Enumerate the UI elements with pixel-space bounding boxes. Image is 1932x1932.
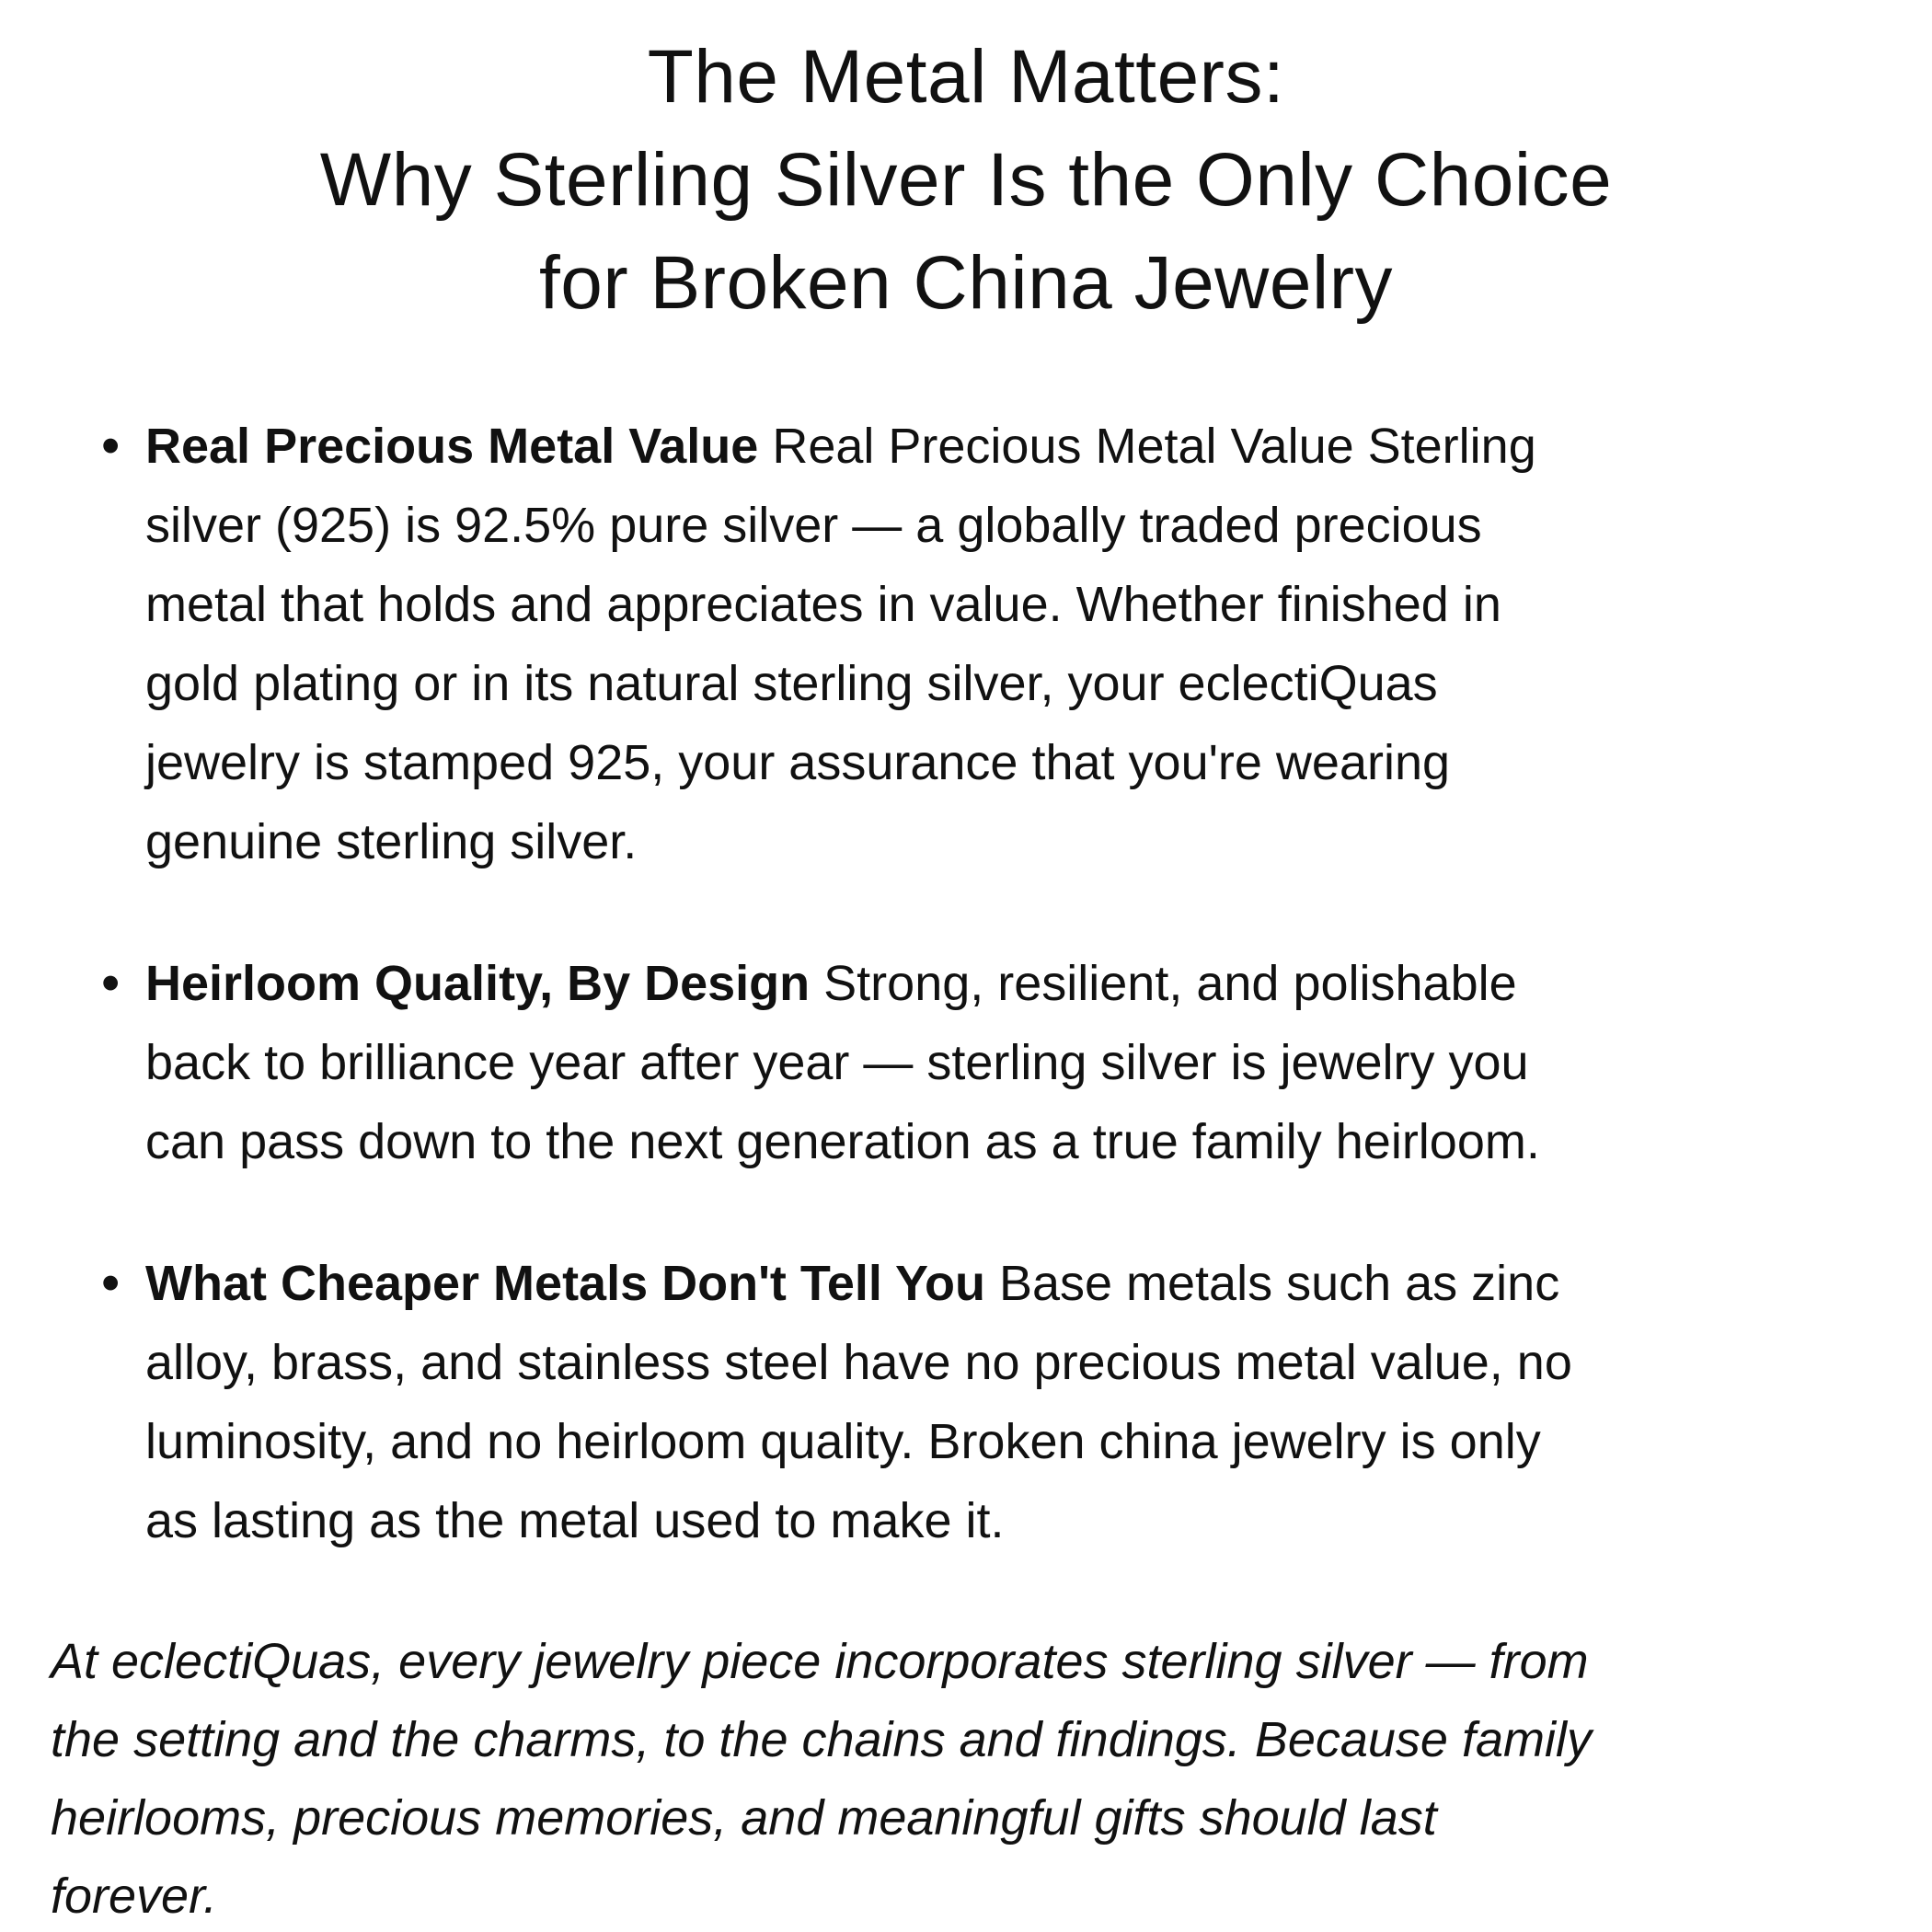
bullet-item-real-precious-metal-value bbox=[0, 407, 1932, 881]
title-line-1: The Metal Matters: bbox=[647, 35, 1285, 119]
text-line: silver (925) is 92.5% pure silver — a globally traded precious bbox=[145, 498, 1482, 553]
text-line: luminosity, and no heirloom quality. Broken china jewelry is only bbox=[145, 1414, 1541, 1469]
bullet-marker: • bbox=[101, 953, 121, 1013]
text-line: heirlooms, precious memories, and meaningful gifts should last bbox=[51, 1790, 1437, 1846]
bullet-item-heirloom-quality bbox=[0, 944, 1932, 1181]
text-line: gold plating or in its natural sterling silver, your eclectiQuas bbox=[145, 656, 1438, 711]
text-line: alloy, brass, and stainless steel have no precious metal value, no bbox=[145, 1335, 1572, 1390]
bullet-lead-rest: Real Precious Metal Value Sterling bbox=[758, 419, 1536, 474]
bullet-lead-bold: Real Precious Metal Value bbox=[145, 419, 759, 474]
text-line bbox=[145, 407, 1536, 486]
title-line-2: Why Sterling Silver Is the Only Choice bbox=[319, 138, 1613, 222]
text-line bbox=[145, 944, 1540, 1023]
bullet-text bbox=[145, 944, 1540, 1181]
bullet-lead-rest: Strong, resilient, and polishable bbox=[810, 956, 1517, 1011]
bullet-marker: • bbox=[101, 1253, 121, 1313]
bullet-lead-bold: What Cheaper Metals Don't Tell You bbox=[145, 1256, 985, 1311]
bullet-item-cheaper-metals bbox=[0, 1244, 1932, 1560]
text-line: as lasting as the metal used to make it. bbox=[145, 1493, 1005, 1548]
text-line bbox=[145, 1244, 1572, 1323]
text-line: genuine sterling silver. bbox=[145, 814, 638, 869]
bullet-marker: • bbox=[101, 416, 121, 476]
text-line: forever. bbox=[51, 1869, 218, 1924]
bullet-lead-bold: Heirloom Quality, By Design bbox=[145, 956, 811, 1011]
page-title bbox=[0, 26, 1932, 335]
closing-paragraph bbox=[51, 1623, 1881, 1932]
bullet-lead-rest: Base metals such as zinc bbox=[984, 1256, 1560, 1311]
text-line: back to brilliance year after year — sterling silver is jewelry you bbox=[145, 1035, 1529, 1090]
bullet-text bbox=[145, 407, 1536, 881]
text-line: At eclectiQuas, every jewelry piece incorporates sterling silver — from bbox=[51, 1634, 1589, 1689]
bullet-list bbox=[0, 407, 1932, 1560]
bullet-text bbox=[145, 1244, 1572, 1560]
text-line: jewelry is stamped 925, your assurance that you're wearing bbox=[145, 735, 1451, 790]
text-line: the setting and the charms, to the chains and findings. Because family bbox=[51, 1712, 1592, 1767]
title-line-3: for Broken China Jewelry bbox=[538, 241, 1394, 325]
text-line: metal that holds and appreciates in value. Whether finished in bbox=[145, 577, 1501, 632]
text-line: can pass down to the next generation as a true family heirloom. bbox=[145, 1114, 1540, 1169]
